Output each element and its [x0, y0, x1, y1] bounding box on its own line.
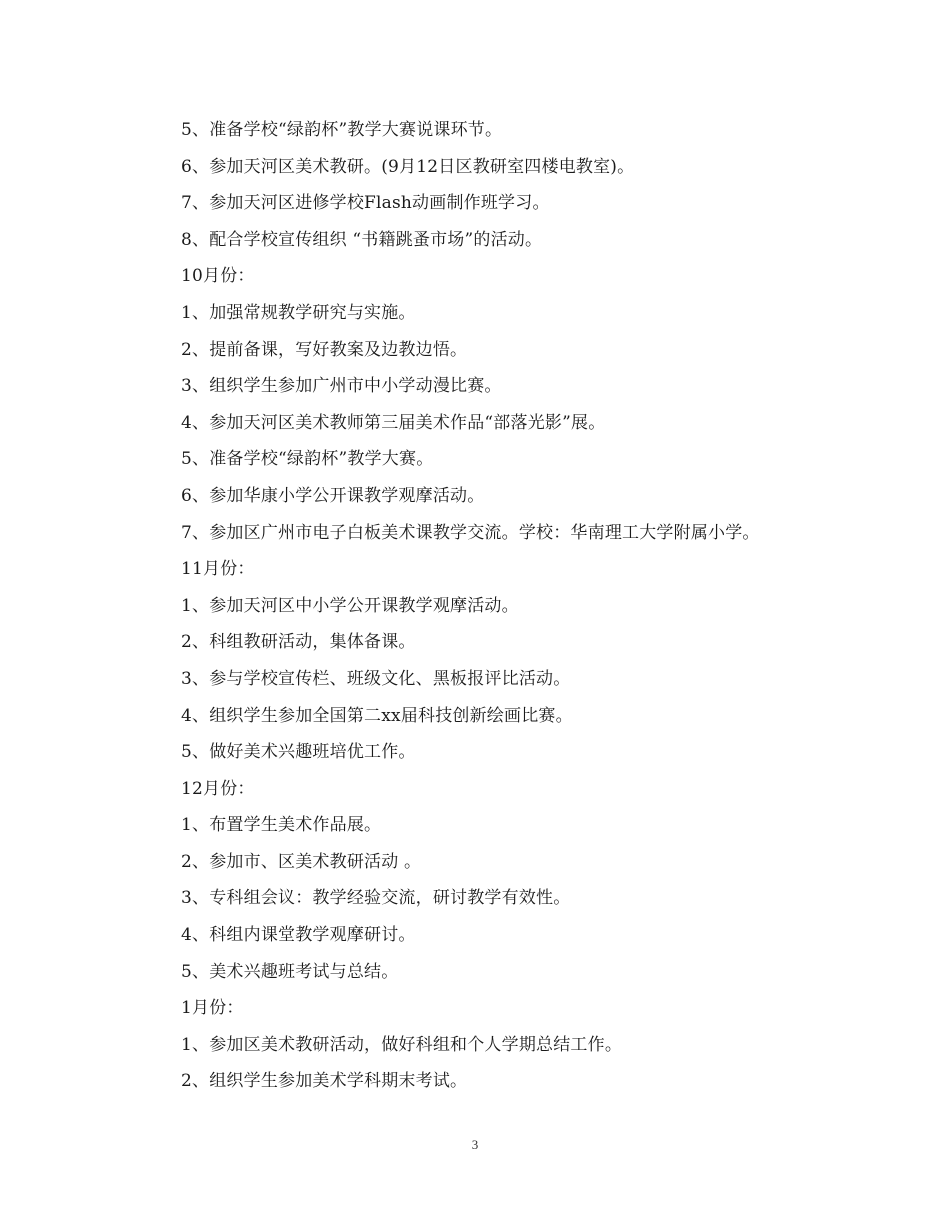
list-item: 2、组织学生参加美术学科期末考试。 — [181, 1071, 468, 1092]
list-item: 1、布置学生美术作品展。 — [181, 815, 382, 836]
list-item: 3、组织学生参加广州市中小学动漫比赛。 — [181, 376, 502, 397]
document-body — [181, 112, 841, 1100]
list-item: 1、加强常规教学研究与实施。 — [181, 302, 416, 323]
page-number: 3 — [471, 1137, 479, 1152]
list-item: 1、参加区美术教研活动，做好科组和个人学期总结工作。 — [181, 1034, 623, 1055]
list-item: 4、参加天河区美术教师第三届美术作品“部落光影”展。 — [181, 412, 606, 433]
list-item: 6、参加华康小学公开课教学观摩活动。 — [181, 485, 485, 506]
month-heading: 11月份： — [181, 559, 255, 580]
list-item: 6、参加天河区美术教研。(9月12日区教研室四楼电教室)。 — [181, 156, 635, 177]
list-item: 7、参加区广州市电子白板美术课教学交流。学校：华南理工大学附属小学。 — [181, 522, 760, 543]
list-item: 4、科组内课堂教学观摩研讨。 — [181, 925, 416, 946]
list-item: 1、参加天河区中小学公开课教学观摩活动。 — [181, 595, 519, 616]
list-item: 3、参与学校宣传栏、班级文化、黑板报评比活动。 — [181, 668, 571, 689]
list-item: 5、美术兴趣班考试与总结。 — [181, 961, 399, 982]
list-item: 7、参加天河区进修学校Flash动画制作班学习。 — [181, 193, 550, 214]
list-item: 3、专科组会议：教学经验交流，研讨教学有效性。 — [181, 888, 571, 909]
list-item: 8、配合学校宣传组织 “书籍跳蚤市场”的活动。 — [181, 229, 543, 250]
list-item: 5、准备学校“绿韵杯”教学大赛说课环节。 — [181, 120, 503, 140]
list-item: 5、准备学校“绿韵杯”教学大赛。 — [181, 449, 434, 470]
month-heading: 12月份： — [181, 778, 255, 799]
list-item: 5、做好美术兴趣班培优工作。 — [181, 742, 416, 763]
month-heading: 10月份： — [181, 266, 255, 287]
list-item: 2、提前备课，写好教案及边教边悟。 — [181, 339, 468, 360]
list-item: 2、科组教研活动，集体备课。 — [181, 632, 416, 653]
month-heading: 1月份： — [181, 998, 244, 1019]
list-item: 2、参加市、区美术教研活动 。 — [181, 851, 422, 872]
list-item: 4、组织学生参加全国第二xx届科技创新绘画比赛。 — [181, 705, 573, 726]
